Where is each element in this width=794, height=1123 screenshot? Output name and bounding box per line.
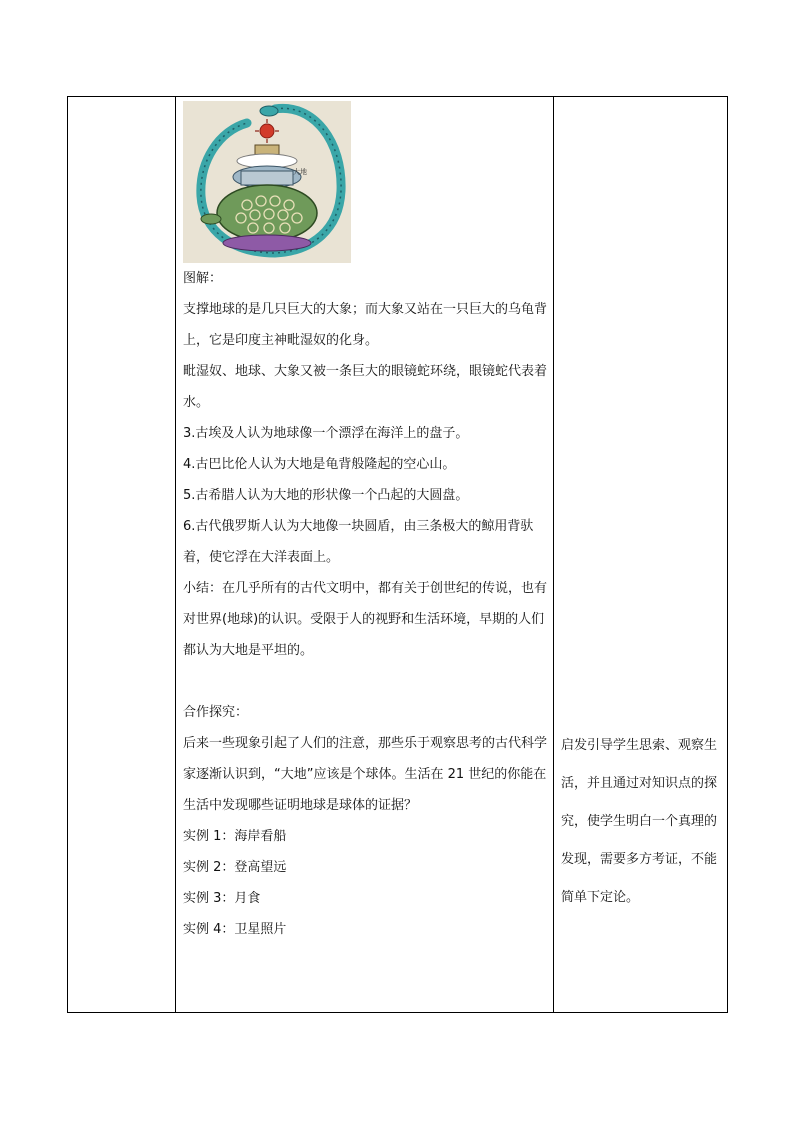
coop-paragraph: 后来一些现象引起了人们的注意，那些乐于观察思考的古代科学家逐渐认识到，“大地”应该是个球体。生活在 21 世纪的你能在生活中发现哪些证明地球是球体的证据？ <box>183 736 548 813</box>
example-2: 实例 2：登高望远 <box>183 860 287 875</box>
teacher-note: 启发引导学生思索、观察生活，并且通过对知识点的探究，使学生明白一个真理的发现，需要多方考证，不能简单下定论。 <box>561 738 718 905</box>
example-3: 实例 3：月食 <box>183 891 261 906</box>
lesson-table <box>67 96 728 1013</box>
teacher-note-cell <box>554 97 728 1013</box>
cosmology-illustration <box>183 101 351 263</box>
paragraph-6: 6.古代俄罗斯人认为大地像一块圆盾，由三条极大的鲸用背驮着，使它浮在大洋表面上。 <box>183 519 534 565</box>
paragraph-4: 4.古巴比伦人认为大地是龟背般隆起的空心山。 <box>183 457 456 472</box>
diagram-heading: 图解： <box>183 271 223 286</box>
paragraph-1: 支撑地球的是几只巨大的大象；而大象又站在一只巨大的乌龟背上，它是印度主神毗湿奴的化身。 <box>183 302 548 348</box>
content-cell <box>176 97 554 1013</box>
paragraph-3: 3.古埃及人认为地球像一个漂浮在海洋上的盘子。 <box>183 426 469 441</box>
figure-label: 大地 <box>293 168 307 176</box>
paragraph-5: 5.古希腊人认为大地的形状像一个凸起的大圆盘。 <box>183 488 469 503</box>
example-4: 实例 4：卫星照片 <box>183 922 287 937</box>
example-1: 实例 1：海岸看船 <box>183 829 287 844</box>
coop-heading: 合作探究： <box>183 705 249 720</box>
left-empty-cell <box>68 97 176 1013</box>
paragraph-2: 毗湿奴、地球、大象又被一条巨大的眼镜蛇环绕，眼镜蛇代表着水。 <box>183 364 548 410</box>
summary-paragraph: 小结：在几乎所有的古代文明中，都有关于创世纪的传说，也有对世界(地球)的认识。受限于人的视野和生活环境，早期的人们都认为大地是平坦的。 <box>183 581 548 658</box>
